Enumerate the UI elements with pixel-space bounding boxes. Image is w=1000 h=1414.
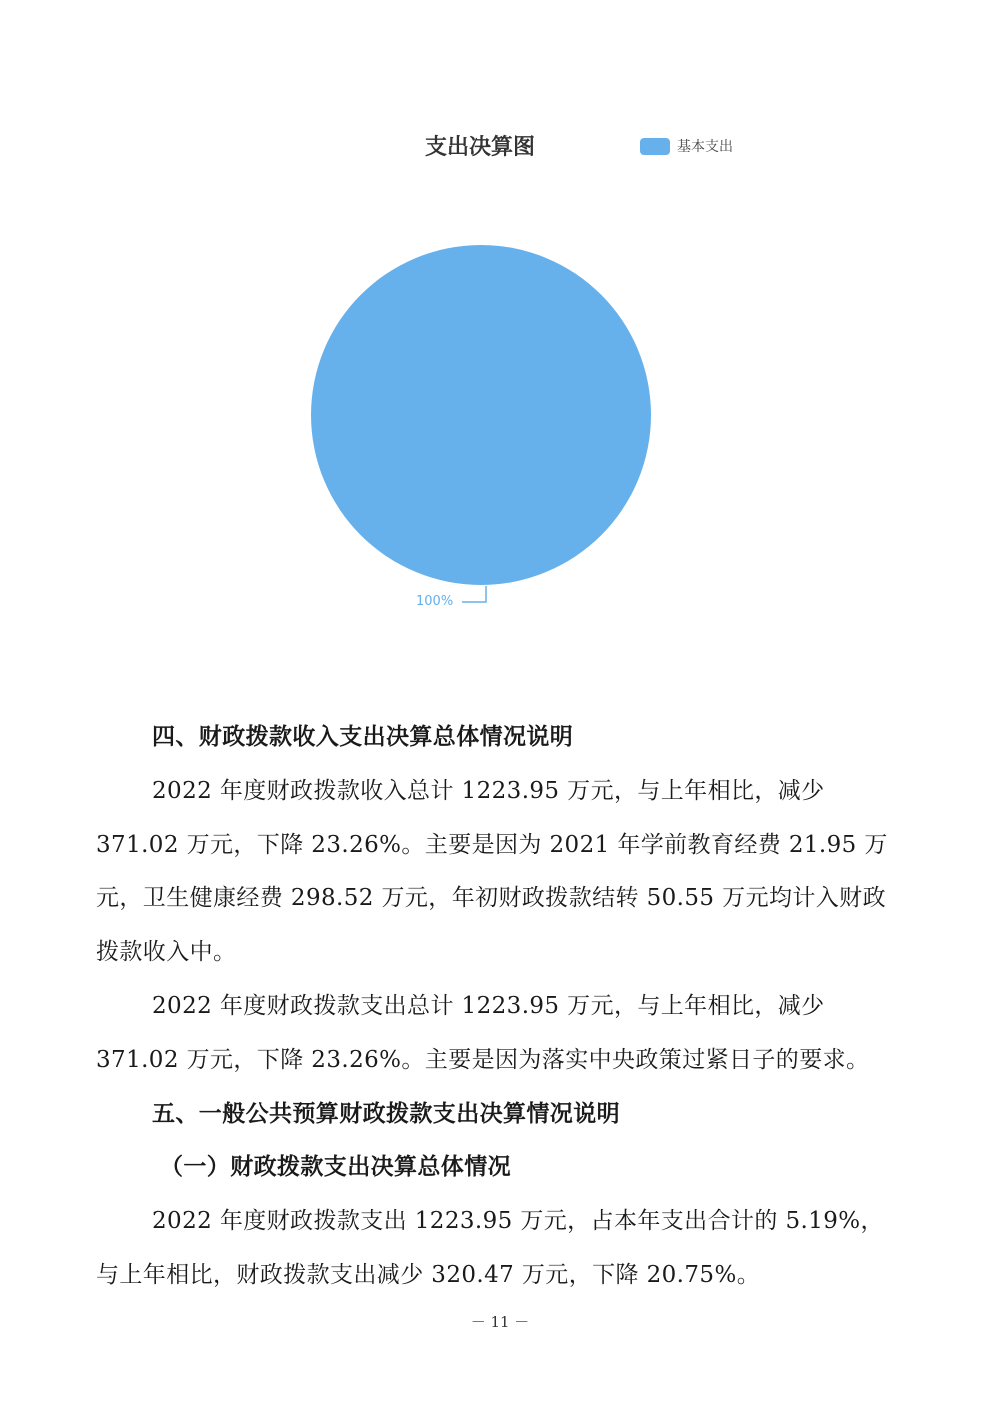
paragraph-general-budget: 2022 年度财政拨款支出 1223.95 万元，占本年支出合计的 5.19%，与上年相比，财政拨款支出减少 320.47 万元，下降 20.75%。: [96, 1208, 884, 1288]
paragraph-expenditure: 2022 年度财政拨款支出总计 1223.95 万元，与上年相比，减少 371.02 万元，下降 23.26%。主要是因为落实中央政策过紧日子的要求。: [96, 992, 870, 1073]
expenditure-pie-chart: [0, 0, 1000, 660]
pie-svg: [0, 0, 1000, 660]
section-heading-4: 四、财政拨款收入支出决算总体情况说明: [152, 724, 574, 750]
pie-label-leader-line: [462, 586, 486, 602]
pie-slice-percent-label: 100%: [416, 594, 454, 609]
paragraph-revenue: 2022 年度财政拨款收入总计 1223.95 万元，与上年相比，减少 371.02 万元，下降 23.26%。主要是因为 2021 年学前教育经费 21.95 万元，卫生健康经费 298.52 万元，年初财政拨款结转 50.55 万元均计入财政拨款收入中。: [96, 777, 888, 966]
chart-title: 支出决算图: [424, 135, 535, 160]
subsection-heading-1: （一）财政拨款支出决算总体情况: [160, 1154, 511, 1181]
legend-label-basic-expenditure: 基本支出: [677, 139, 733, 155]
body-text: [96, 711, 906, 1303]
section-heading-5: 五、一般公共预算财政拨款支出决算情况说明: [152, 1100, 620, 1127]
pie-slice-basic-expenditure[interactable]: [311, 245, 651, 585]
page-number: － 11 －: [470, 1313, 530, 1331]
